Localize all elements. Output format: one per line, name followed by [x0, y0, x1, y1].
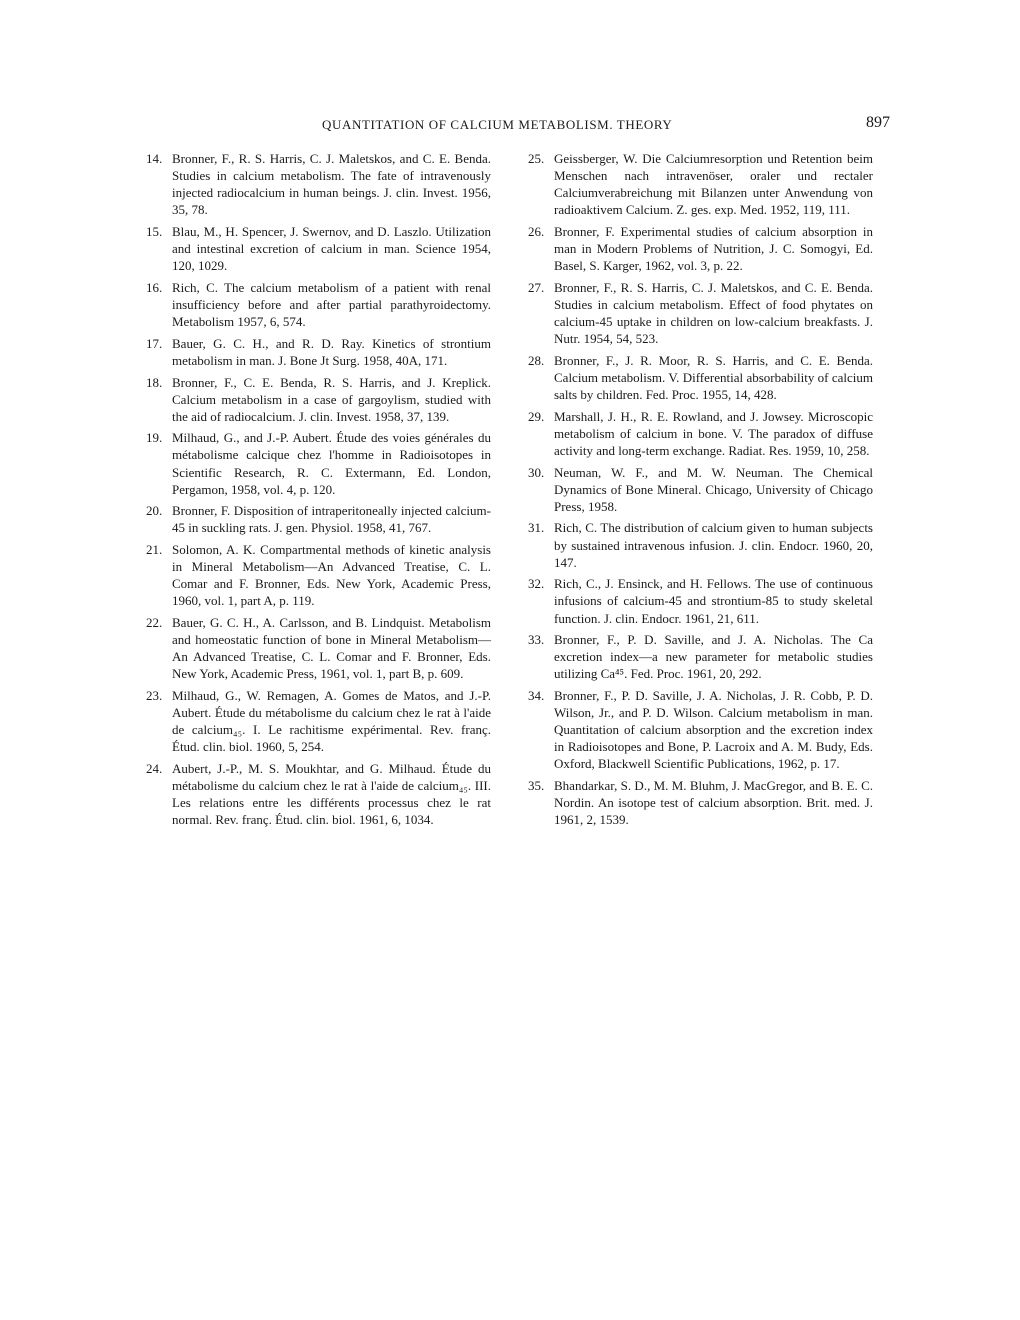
reference-item [146, 223, 491, 274]
reference-number: 14. [146, 151, 163, 166]
reference-text: Bronner, F., R. S. Harris, C. J. Maletskos, and C. E. Benda. Studies in calcium metabolism. Effect of food phytates on calcium-45 uptake in children on low-calcium breakfasts. J. Nutr. 1954, 54, 523. [554, 279, 873, 347]
reference-item [146, 374, 491, 425]
reference-item [146, 614, 491, 682]
reference-item [528, 464, 873, 515]
reference-text: Rich, C. The distribution of calcium given to human subjects by sustained intravenous infusion. J. clin. Endocr. 1960, 20, 147. [554, 520, 873, 570]
reference-text: Blau, M., H. Spencer, J. Swernov, and D. Laszlo. Utilization and intestinal excretion of calcium in man. Science 1954, 120, 1029. [172, 223, 491, 274]
reference-text: Bronner, F., P. D. Saville, J. A. Nicholas, J. R. Cobb, P. D. Wilson, Jr., and P. D. Wilson. Calcium metabolism in man. Quantitation of calcium absorption and the excretion index in Radioisotopes and Bone, P. Lacroix and A. M. Budy, Eds. Oxford, Blackwell Scientific Publications, 1962, p. 17. [554, 688, 873, 772]
reference-item [146, 760, 491, 828]
reference-number: 33. [528, 632, 545, 648]
page-number: 897 [866, 114, 890, 131]
reference-number: 35. [528, 778, 545, 794]
reference-text: Bronner, F., C. E. Benda, R. S. Harris, and J. Kreplick. Calcium metabolism in a case of gargoylism, studied with the aid of radiocalcium. J. clin. Invest. 1958, 37, 139. [172, 374, 491, 424]
reference-number: 26. [528, 223, 545, 239]
reference-item [146, 541, 491, 609]
reference-item [528, 519, 873, 570]
reference-item [528, 408, 873, 459]
reference-number: 16. [146, 279, 163, 295]
reference-number: 23. [146, 688, 163, 704]
reference-item [528, 631, 873, 682]
references-column-left [146, 150, 491, 833]
reference-number: 27. [528, 279, 545, 295]
reference-text: Rich, C. The calcium metabolism of a patient with renal insufficiency before and after partial parathyroidectomy. Metabolism 1957, 6, 574. [172, 279, 491, 330]
reference-number: 32. [528, 576, 545, 592]
reference-item [528, 223, 873, 274]
reference-number: 28. [528, 352, 545, 368]
reference-text: Bronner, F. Experimental studies of calcium absorption in man in Modern Problems of Nutrition, J. C. Somogyi, Ed. Basel, S. Karger, 1962, vol. 3, p. 22. [554, 223, 873, 274]
reference-text: Bronner, F., R. S. Harris, C. J. Maletskos, and C. E. Benda. Studies in calcium metabolism. The fate of intravenously injected radiocalcium in human beings. J. clin. Invest. 1956, 35, 78. [172, 151, 491, 218]
reference-text: Bauer, G. C. H., A. Carlsson, and B. Lindquist. Metabolism and homeostatic function of bone in Mineral Metabolism—An Advanced Treatise, C. L. Comar and F. Bronner, Eds. New York, Academic Press, 1961, vol. 1, part B, p. 609. [172, 615, 491, 682]
reference-number: 34. [528, 688, 545, 704]
reference-number: 20. [146, 503, 163, 519]
reference-number: 17. [146, 335, 163, 351]
reference-text: Milhaud, G., and J.-P. Aubert. Étude des voies générales du métabolisme calcique chez l'homme in Radioisotopes in Scientific Research, R. C. Extermann, Ed. London, Pergamon, 1958, vol. 4, p. 120. [172, 430, 491, 497]
reference-number: 22. [146, 615, 163, 631]
reference-text: Bauer, G. C. H., and R. D. Ray. Kinetics of strontium metabolism in man. J. Bone Jt Surg. 1958, 40A, 171. [172, 335, 491, 368]
reference-text: Bhandarkar, S. D., M. M. Bluhm, J. MacGregor, and B. E. C. Nordin. An isotope test of calcium absorption. Brit. med. J. 1961, 2, 1539. [554, 778, 873, 828]
reference-text: Neuman, W. F., and M. W. Neuman. The Chemical Dynamics of Bone Mineral. Chicago, University of Chicago Press, 1958. [554, 464, 873, 514]
reference-item [146, 150, 491, 218]
reference-number: 21. [146, 542, 163, 558]
reference-item [146, 279, 491, 330]
references-column-right [528, 150, 873, 833]
reference-number: 31. [528, 520, 545, 536]
reference-text: Bronner, F. Disposition of intraperitoneally injected calcium-45 in suckling rats. J. gen. Physiol. 1958, 41, 767. [172, 503, 491, 536]
reference-item [146, 502, 491, 536]
reference-text: Bronner, F., J. R. Moor, R. S. Harris, and C. E. Benda. Calcium metabolism. V. Differential absorbability of calcium salts by children. Fed. Proc. 1955, 14, 428. [554, 352, 873, 402]
reference-text: Geissberger, W. Die Calciumresorption und Retention beim Menschen nach intravenöser, oraler und rectaler Calciumverabreichung mit Bilanzen unter Anwendung von radioaktivem Calcium. Z. ges. exp. Med. 1952, 119, 111. [554, 151, 873, 218]
reference-text: Milhaud, G., W. Remagen, A. Gomes de Matos, and J.-P. Aubert. Étude du métabolisme du calcium chez le rat à l'aide de calcium₄₅. I. Le rachitisme expérimental. Rev. franç. Étud. clin. biol. 1960, 5, 254. [172, 688, 491, 755]
reference-item [528, 575, 873, 626]
reference-item [528, 279, 873, 347]
reference-number: 30. [528, 464, 545, 480]
reference-text: Marshall, J. H., R. E. Rowland, and J. Jowsey. Microscopic metabolism of calcium in bone. V. The paradox of diffuse activity and long-term exchange. Radiat. Res. 1959, 10, 258. [554, 408, 873, 458]
reference-item [146, 687, 491, 755]
reference-number: 24. [146, 761, 163, 777]
reference-text: Bronner, F., P. D. Saville, and J. A. Nicholas. The Ca excretion index—a new parameter for metabolic studies utilizing Ca⁴⁵. Fed. Proc. 1961, 20, 292. [554, 632, 873, 682]
reference-text: Solomon, A. K. Compartmental methods of kinetic analysis in Mineral Metabolism—An Advanced Treatise, C. L. Comar and F. Bronner, Eds. New York, Academic Press, 1960, vol. 1, part A, p. 119. [172, 542, 491, 609]
reference-item [528, 150, 873, 218]
reference-number: 18. [146, 374, 163, 390]
reference-text: Aubert, J.-P., M. S. Moukhtar, and G. Milhaud. Étude du métabolisme du calcium chez le rat à l'aide de calcium₄₅. III. Les relations entre les différents processus chez le rat normal. Rev. franç. Étud. clin. biol. 1961, 6, 1034. [172, 761, 491, 828]
reference-number: 29. [528, 408, 545, 424]
reference-item [528, 352, 873, 403]
reference-number: 19. [146, 430, 163, 446]
reference-number: 25. [528, 151, 545, 166]
running-title: QUANTITATION OF CALCIUM METABOLISM. THEORY [322, 117, 673, 132]
reference-item [528, 687, 873, 772]
reference-item [528, 777, 873, 828]
running-header [322, 114, 890, 138]
reference-number: 15. [146, 223, 163, 239]
reference-item [146, 335, 491, 369]
reference-item [146, 429, 491, 497]
reference-text: Rich, C., J. Ensinck, and H. Fellows. The use of continuous infusions of calcium-45 and strontium-85 to study skeletal function. J. clin. Endocr. 1961, 21, 611. [554, 576, 873, 626]
